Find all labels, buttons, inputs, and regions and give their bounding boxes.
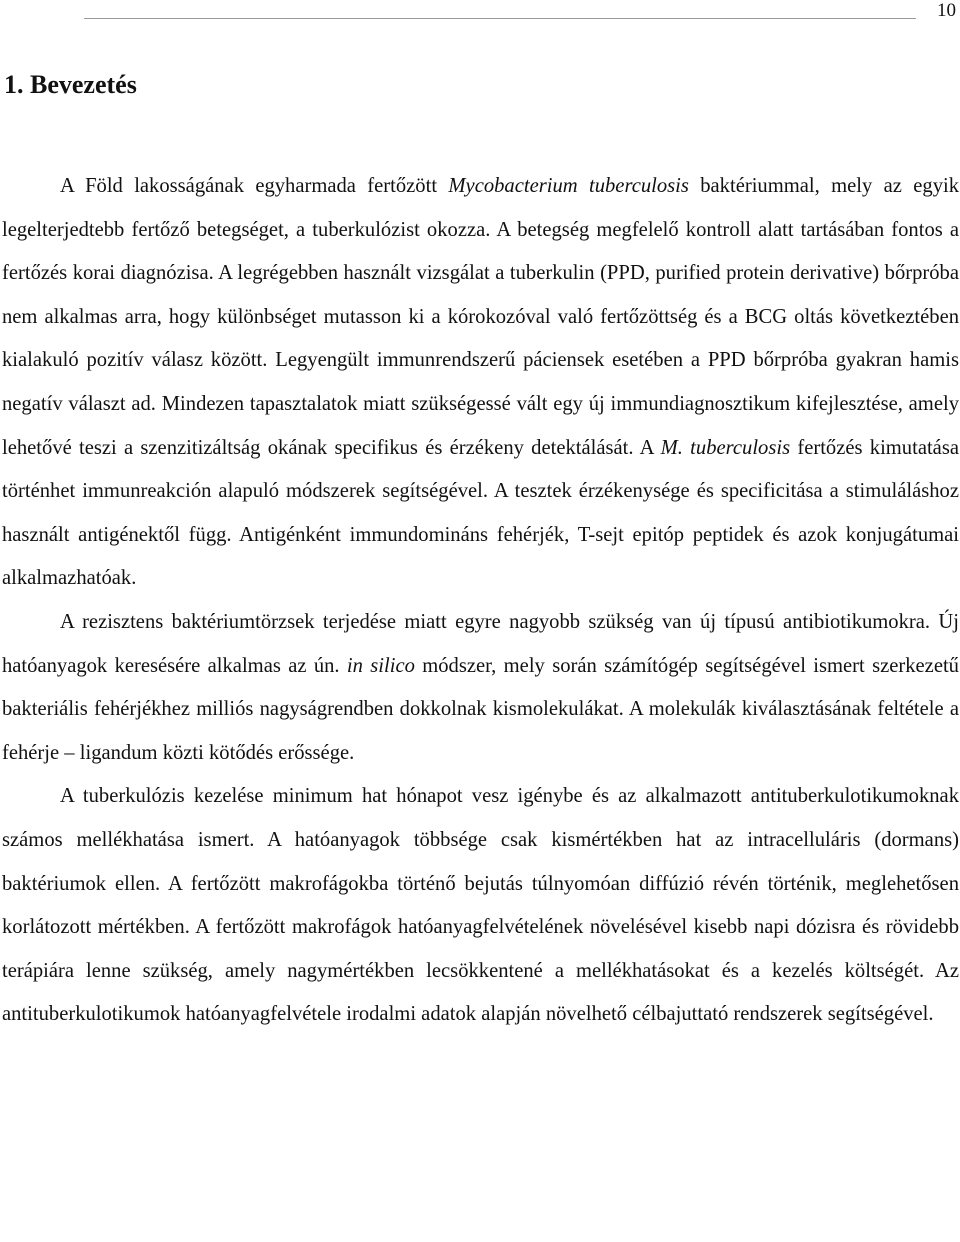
text-run: fertőzés kimutatása történhet immunreakción alapuló módszerek segítségével. A tesztek érzékenysége és specificitása a stimuláláshoz használt antigénektől függ. Antigénként immundomináns fehérjék, T-sejt epitóp peptidek és azok konjugátumai alkalmazhatóak.	[2, 436, 959, 590]
header-rule	[84, 18, 916, 19]
text-run: A tuberkulózis kezelése minimum hat hónapot vesz igénybe és az alkalmazott antituberkulotikumoknak számos mellékhatása ismert. A hatóanyagok többsége csak kismértékben hat az intracelluláris (dormans) baktériumok ellen. A fertőzött makrofágokba történő bejutás túlnyomóan diffúzió révén történik, meglehetősen korlátozott mértékben. A fertőzött makrofágok hatóanyagfelvételének növelésével kisebb napi dózisra és rövidebb terápiára lenne szükség, amely nagymértékben lecsökkentené a mellékhatásokat és a kezelés költségét. Az antituberkulotikumok hatóanyagfelvétele irodalmi adatok alapján növelhető célbajuttató rendszerek segítségével.	[2, 785, 959, 1026]
term-italic: in silico	[346, 654, 415, 677]
text-run: módszer, mely során számítógép segítségével ismert szerkezetű bakteriális fehérjékhez milliós nagyságrendben dokkolnak kismolekulákat. A molekulák kiválasztásának feltétele a fehérje – ligandum közti kötődés erőssége.	[2, 654, 959, 764]
page-number: 10	[937, 0, 956, 21]
body-text	[2, 165, 959, 1037]
text-run: A rezisztens baktériumtörzsek terjedése miatt egyre nagyobb szükség van új típusú antibiotikumokra. Új hatóanyagok keresésére alkalmas az ún.	[2, 610, 959, 677]
paragraph-2	[2, 601, 959, 775]
text-run: A Föld lakosságának egyharmada fertőzött	[60, 175, 449, 197]
species-name-italic: M. tuberculosis	[660, 436, 791, 459]
paragraph-1	[2, 165, 959, 601]
chapter-title: 1. Bevezetés	[4, 70, 137, 99]
species-name-italic: Mycobacterium tuberculosis	[448, 175, 689, 197]
text-run: baktériummal, mely az egyik legelterjedtebb fertőző betegséget, a tuberkulózist okozza. A betegség megfelelő kontroll alatt tartásában fontos a fertőzés korai diagnózisa. A legrégebben használt vizsgálat a tuberkulin (PPD, purified protein derivative) bőrpróba nem alkalmas arra, hogy különbséget mutasson ki a kórokozóval való fertőzöttség és a BCG oltás következtében kialakuló pozitív válasz között. Legyengült immunrendszerű páciensek esetében a PPD bőrpróba gyakran hamis negatív választ ad. Mindezen tapasztalatok miatt szükségessé vált egy új immundiagnosztikum kifejlesztése, amely lehetővé teszi a szenzitizáltság okának specifikus és érzékeny detektálását. A	[2, 175, 960, 459]
paragraph-3	[2, 775, 959, 1037]
